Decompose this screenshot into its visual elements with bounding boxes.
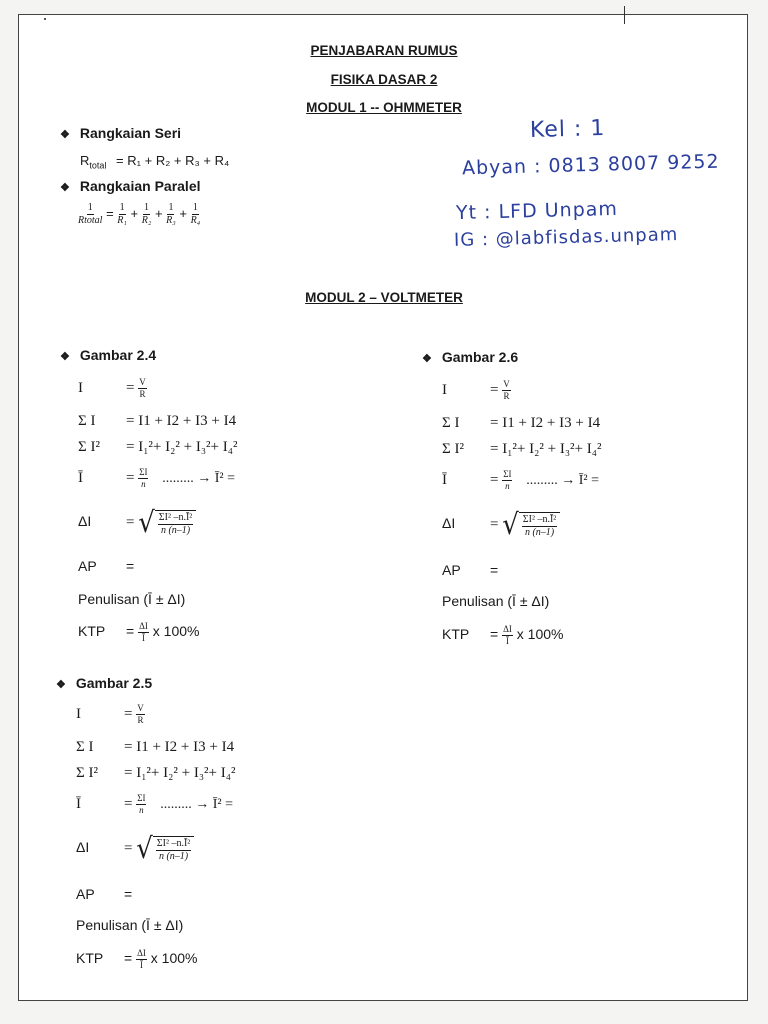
formula-paralel (78, 203, 200, 226)
frac-r3: $\frac{1}{\text{R₃}}$ (166, 202, 176, 226)
title-modul1: MODUL 1 -- OHMMETER (306, 100, 462, 115)
g25-row-i: I = $\frac{V}{R}$ (76, 703, 144, 725)
g24-row-ktp: KTP = $\frac{\Delta I}{Ī}$ x 100% (78, 621, 200, 643)
frac-v-r: $\frac{V}{R}$ (503, 379, 510, 401)
g25-row-penulisan: Penulisan (Ī ± ΔI) (76, 917, 184, 933)
plus-sign: + (154, 205, 163, 221)
frac-ktp: $\frac{\Delta I}{Ī}$ (503, 624, 512, 646)
g25-row-delta-i: ΔI = √ $\frac{\text{ΣI² –n.Ī²}}{n (n-1)}$ (76, 836, 194, 862)
frac-v-r: $\frac{V}{R}$ (137, 703, 144, 725)
handwritten-ig: IG : @labfisdas.unpam (453, 224, 679, 251)
g24-row-ap: AP = (78, 558, 135, 574)
scan-dot (44, 18, 46, 20)
plus-sign: + (179, 205, 187, 221)
g25-row-ap: AP = (76, 886, 133, 902)
handwritten-yt: Yt : LFD Unpam (455, 197, 619, 225)
seri-rhs: = R₁ + R₂ + R₃ + R₄ (116, 153, 230, 168)
title-penjabaran: PENJABARAN RUMUS (310, 43, 458, 58)
g26-row-sum-i: Σ I = I1 + I2 + I3 + I4 (442, 415, 601, 431)
g24-row-sum-i: Σ I = I1 + I2 + I3 + I4 (78, 413, 237, 429)
g24-row-sum-i2: Σ I² = I₁²+ I₂² + I₃²+ I₄² (78, 439, 238, 455)
seri-lhs-sub: total (89, 160, 107, 171)
sqrt-expression: √ $\frac{\text{ΣI² –n.Ī²}}{n (n-1)}$ (502, 512, 560, 538)
g25-row-ktp: KTP = $\frac{\Delta I}{Ī}$ x 100% (76, 948, 198, 970)
handwritten-kel: Kel : 1 (529, 116, 606, 143)
frac-sum-n: $\frac{\Sigma I}{n}$ (503, 469, 512, 491)
frac-v-r: $\frac{V}{R}$ (139, 377, 146, 399)
g26-row-delta-i: ΔI = √ $\frac{\text{ΣI² –n.Ī²}}{n (n-1)}$ (442, 512, 560, 538)
frac-r1: $\frac{1}{\text{R₁}}$ (117, 202, 127, 226)
g24-row-i: I = $\frac{V}{R}$ (78, 377, 146, 399)
plus-sign: + (130, 205, 139, 221)
frac-r2: $\frac{1}{\text{R₂}}$ (141, 202, 152, 226)
g26-row-i: I = $\frac{V}{R}$ (442, 379, 510, 401)
g24-row-ibar: Ī = $\frac{\Sigma I}{n}$ ......... → Ī² = (78, 467, 235, 489)
frac-ktp: $\frac{\Delta I}{Ī}$ (137, 948, 146, 970)
frac-sum-n: $\frac{\Sigma I}{n}$ (139, 467, 148, 489)
frac-ktp: $\frac{\Delta I}{Ī}$ (139, 621, 148, 643)
title-modul2: MODUL 2 – VOLTMETER (305, 290, 463, 305)
frac-sum-n: $\frac{\Sigma I}{n}$ (137, 793, 146, 815)
heading-gambar-2-4: ❖ Gambar 2.4 (60, 347, 156, 363)
g26-row-ap: AP = (442, 562, 499, 578)
heading-gambar-2-5: ❖ Gambar 2.5 (56, 675, 152, 691)
g24-row-delta-i: ΔI = √ $\frac{\text{ΣI² –n.Ī²}}{n (n-1)}$ (78, 510, 196, 536)
g25-row-sum-i2: Σ I² = I₁²+ I₂² + I₃²+ I₄² (76, 765, 236, 781)
frac-rtotal: $\frac{1}{\text{Rtotal}}$ (78, 202, 103, 226)
formula-seri (80, 153, 229, 171)
g25-row-ibar: Ī = $\frac{\Sigma I}{n}$ ......... → Ī² = (76, 793, 233, 815)
scan-mark (624, 6, 625, 24)
g26-row-ktp: KTP = $\frac{\Delta I}{Ī}$ x 100% (442, 624, 564, 646)
sqrt-expression: √ $\frac{\text{ΣI² –n.Ī²}}{n (n-1)}$ (136, 836, 194, 862)
g25-row-sum-i: Σ I = I1 + I2 + I3 + I4 (76, 739, 235, 755)
sqrt-expression: √ $\frac{\text{ΣI² –n.Ī²}}{n (n-1)}$ (138, 510, 196, 536)
frac-r4: $\frac{1}{\text{R₄}}$ (190, 202, 201, 226)
heading-gambar-2-6: ❖ Gambar 2.6 (422, 349, 518, 365)
handwritten-abyan: Abyan : 0813 8007 9252 (461, 150, 720, 180)
g26-row-sum-i2: Σ I² = I₁²+ I₂² + I₃²+ I₄² (442, 441, 602, 457)
eq-sign: = (106, 205, 114, 221)
g24-row-penulisan: Penulisan (Ī ± ΔI) (78, 591, 186, 607)
g26-row-ibar: Ī = $\frac{\Sigma I}{n}$ ......... → Ī² = (442, 469, 599, 491)
g26-row-penulisan: Penulisan (Ī ± ΔI) (442, 593, 550, 609)
seri-lhs: R (80, 153, 90, 168)
title-fisika: FISIKA DASAR 2 (330, 72, 438, 87)
heading-rangkaian-paralel: ❖ Rangkaian Paralel (60, 178, 201, 194)
heading-rangkaian-seri: ❖ Rangkaian Seri (60, 125, 181, 141)
